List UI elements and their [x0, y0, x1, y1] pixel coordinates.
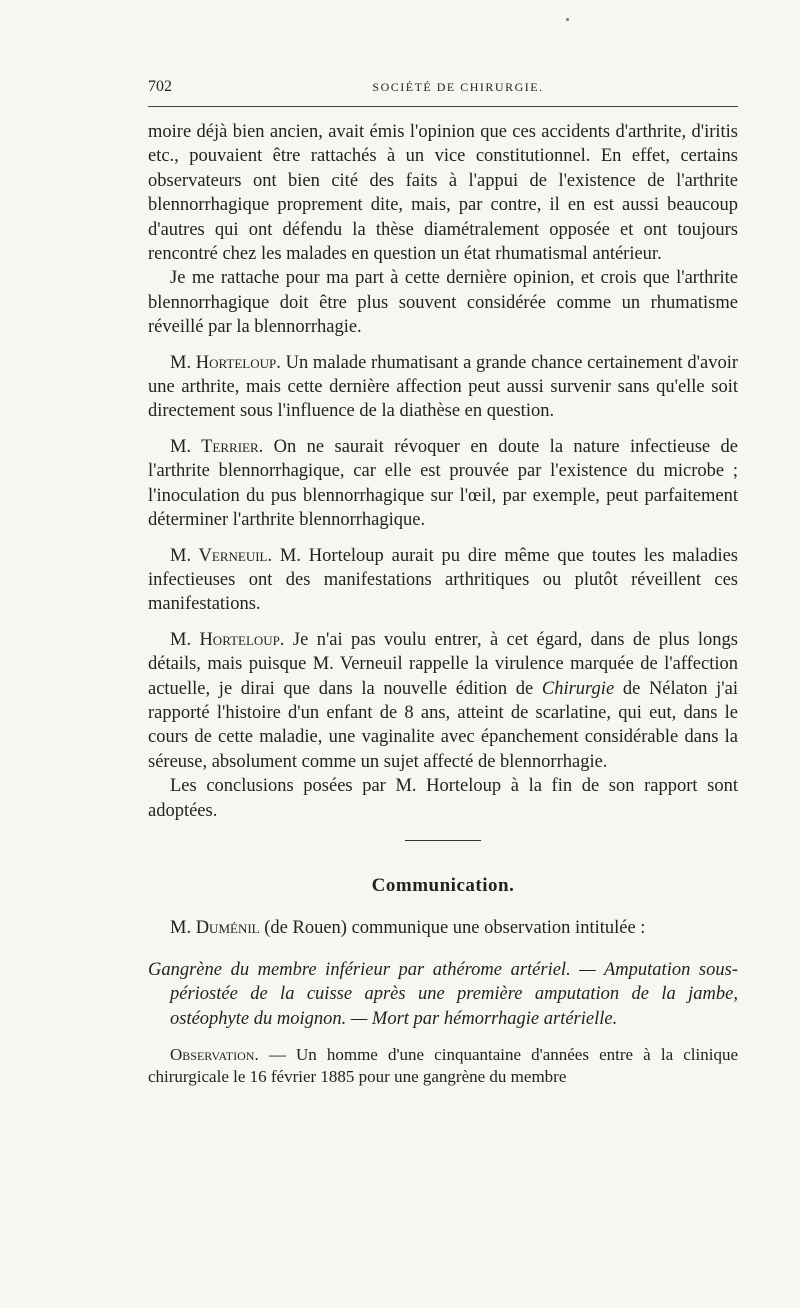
- speaker-name: M. Horteloup.: [170, 629, 285, 650]
- paragraph-text: M. Horteloup aurait pu dire même que toutes les maladies infectieuses ont des manifestations arthritiques ou plutôt réveillent ces manifestations.: [148, 545, 738, 615]
- paragraph-text: moire déjà bien ancien, avait émis l'opinion que ces accidents d'arthrite, d'iritis etc., pouvaient être rattachés à un vice constitutionnel. En effet, certains observateurs ont bien cité des faits à l'appui de l'existence de l'arthrite blennorrhagique proprement dite, mais, par contre, il en est aussi beaucoup d'autres qui ont défendu la thèse diamétralement opposée et ont toujours rencontré chez les malades en question un état rhumatismal antérieur.: [148, 122, 738, 265]
- paragraph-text: Un malade rhumatisant a grande chance certainement d'avoir une arthrite, mais cette dernière affection peut aussi survenir sans qu'elle soit directement sous l'influence de la diathèse en question.: [148, 352, 738, 422]
- page-header: [148, 78, 738, 100]
- speaker-name: M. Horteloup.: [170, 352, 281, 373]
- paragraph-text: Les conclusions posées par M. Horteloup à la fin de son rapport sont adoptées.: [148, 776, 738, 821]
- paragraph: [148, 628, 738, 774]
- paragraph-text: (de Rouen) communique une observation intitulée :: [259, 918, 646, 939]
- page-number: 702: [148, 78, 172, 95]
- paragraph-text: Je n'ai pas voulu entrer, à cet égard, dans de plus longs détails, mais puisque M. Verneuil rappelle la virulence marquée de l'affection actuelle, je dirai que dans la nouvelle édition de: [148, 629, 738, 699]
- section-heading: Communication.: [371, 874, 515, 896]
- paragraph: [148, 435, 738, 533]
- observation-title: Gangrène du membre inférieur par athérome artériel. — Amputation sous-périostée de la cuisse après une première amputation de la jambe, ostéophyte du moignon. — Mort par hémorrhagie artérielle.: [148, 959, 738, 1029]
- section-divider: [405, 840, 481, 841]
- speaker-name: M. Duménil: [170, 918, 260, 939]
- paragraph: [148, 266, 738, 339]
- paragraph: [148, 351, 738, 424]
- paragraph-text: — Un homme d'une cinquantaine d'années entre à la clinique chirurgicale le 16 février 1885 pour une gangrène du membre: [148, 1045, 738, 1086]
- observation-label: Observation.: [170, 1045, 259, 1064]
- paragraph-text: de Nélaton j'ai rapporté l'histoire d'un enfant de 8 ans, atteint de scarlatine, qui eut, dans le cours de cette maladie, une vaginalite avec épanchement considérable dans la séreuse, absolument comme un sujet affecté de blennorrhagie.: [148, 678, 738, 772]
- speaker-name: M. Verneuil.: [170, 545, 273, 566]
- observation-paragraph: [148, 1044, 738, 1088]
- paragraph: [148, 774, 738, 823]
- header-rule: [148, 106, 738, 107]
- body-text: [148, 120, 738, 1088]
- paragraph: [148, 120, 738, 266]
- running-head: SOCIÉTÉ DE CHIRURGIE.: [372, 80, 544, 94]
- communication-line: [148, 916, 738, 940]
- italic-title: Chirurgie: [541, 678, 615, 699]
- paragraph-text: On ne saurait révoquer en doute la nature infectieuse de l'arthrite blennorrhagique, car elle est prouvée par l'existence du microbe ; l'inoculation du pus blennorrhagique sur l'œil, par exemple, peut parfaitement déterminer l'arthrite blennorrhagique.: [148, 436, 738, 531]
- scan-mark: [566, 18, 569, 21]
- paragraph-text: Je me rattache pour ma part à cette dernière opinion, et crois que l'arthrite blennorrhagique doit être plus souvent considérée comme un rhumatisme réveillé par la blennorrhagie.: [148, 268, 738, 338]
- speaker-name: M. Terrier.: [170, 436, 264, 457]
- paragraph: [148, 544, 738, 617]
